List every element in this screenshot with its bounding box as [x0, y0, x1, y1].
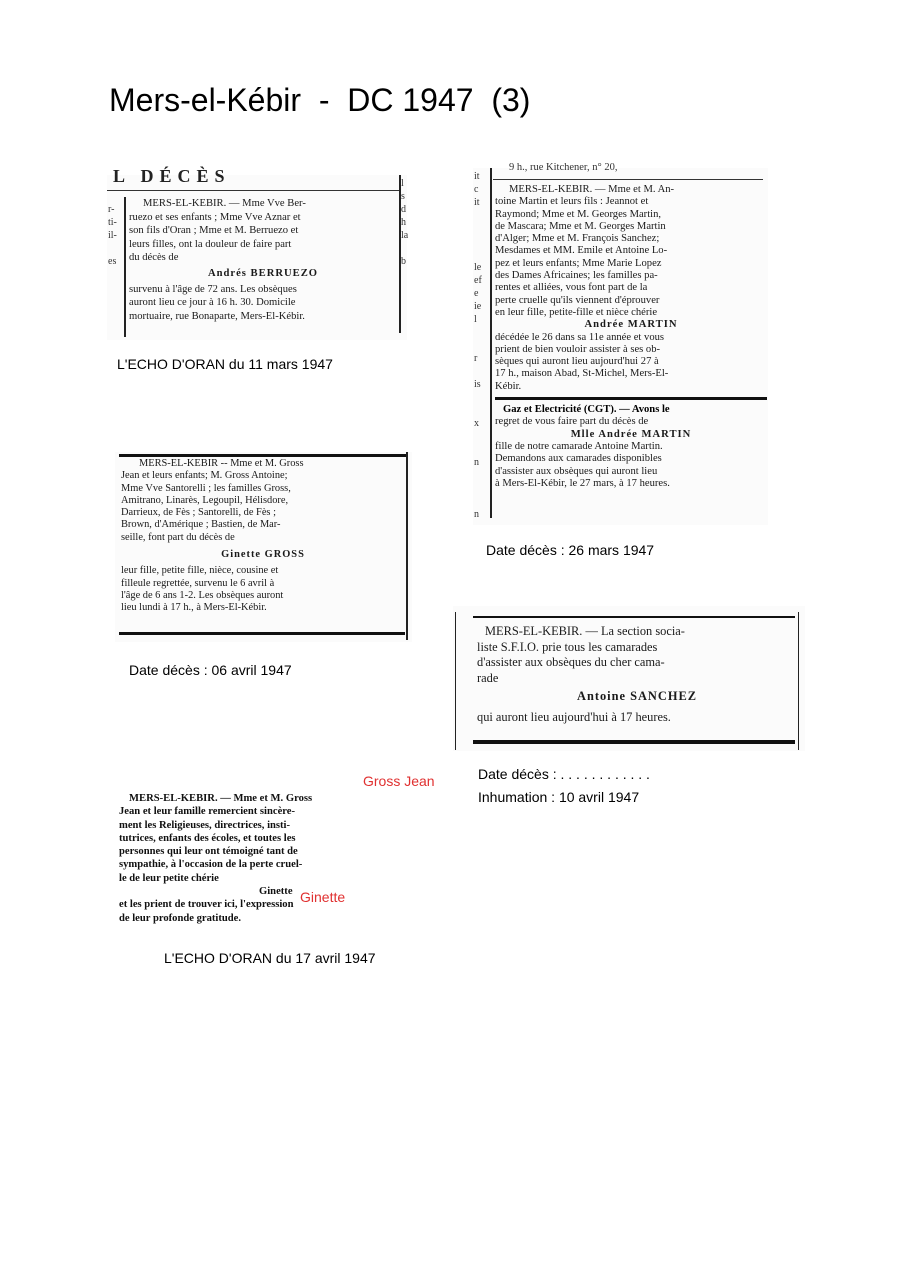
notice-line: auront lieu ce jour à 16 h. 30. Domicile	[129, 297, 296, 309]
notice-line: MERS-EL-KEBIR -- Mme et M. Gross	[139, 458, 304, 469]
notice-line: Mme Vve Santorelli ; les familles Gross,	[121, 482, 291, 494]
notice-line: leur fille, petite fille, nièce, cousine et	[121, 565, 279, 577]
notice-line: MERS-EL-KEBIR. — Mme et M. An-	[509, 184, 675, 195]
notice-line: de Mascara; Mme et M. Georges Martin	[495, 220, 666, 232]
notice-line: MERS-EL-KEBIR. — La section socia-	[485, 624, 685, 638]
notice-line: rentes et alliées, vous font part de la	[495, 282, 648, 294]
caption-inhumation-10-avril: Inhumation : 10 avril 1947	[478, 789, 640, 805]
notice-line: Raymond; Mme et M. Georges Martin,	[495, 208, 662, 220]
notice-line: mortuaire, rue Bonaparte, Mers-El-Kébir.	[129, 310, 305, 322]
notice-line: Amitrano, Linarès, Legoupil, Hélisdore,	[121, 494, 289, 506]
clipping-top-fragment: 9 h., rue Kitchener, n° 20,	[509, 162, 618, 173]
clipping-martin	[473, 162, 768, 525]
caption-date-deces-blank: Date décès : . . . . . . . . . . . .	[478, 766, 650, 782]
notice-line: Jean et leurs enfants; M. Gross Antoine;	[121, 470, 288, 482]
caption-echo-oran-11-mars: L'ECHO D'ORAN du 11 mars 1947	[117, 356, 333, 372]
notice-line: le de leur petite chérie	[119, 872, 219, 884]
clipping-gross	[115, 452, 412, 642]
deceased-name: Andrés BERRUEZO	[207, 267, 319, 279]
left-margin-fragment: it c it le ef e ie l r is x n n	[474, 171, 482, 520]
notice-line: lieu lundi à 17 h., à Mers-El-Kébir.	[121, 602, 267, 614]
notice-line: pez et leurs enfants; Mme Marie Lopez	[495, 257, 662, 269]
notice-line: et les prient de trouver ici, l'expression	[119, 899, 294, 911]
notice-line: sympathie, à l'occasion de la perte cruel-	[119, 859, 303, 871]
handwritten-annotation-gross-jean: Gross Jean	[363, 773, 435, 789]
deceased-name: Mlle Andrée MARTIN	[570, 428, 692, 440]
notice-line: de leur profonde gratitude.	[119, 912, 242, 924]
notice-line: toine Martin et leurs fils : Jeannot et	[495, 196, 649, 208]
notice-line: 17 h., maison Abad, St-Michel, Mers-El-	[495, 368, 669, 380]
notice-line: sèques qui auront lieu aujourd'hui 27 à	[495, 356, 659, 368]
notice-line: Darrieux, de Fès ; Santorelli, de Fès ;	[121, 507, 276, 519]
notice-line: en leur fille, petite-fille et nièce chérie	[495, 306, 658, 318]
notice-line: du décès de	[129, 252, 179, 264]
notice-line: survenu à l'âge de 72 ans. Les obsèques	[129, 283, 297, 295]
right-margin-fragment: l s d h la b	[401, 178, 409, 267]
notice-line: qui auront lieu aujourd'hui à 17 heures.	[477, 709, 671, 724]
notice-line: Kébir.	[495, 380, 522, 392]
notice-line: l'âge de 6 ans 1-2. Les obsèques auront	[121, 589, 284, 601]
deceased-name: Ginette GROSS	[221, 549, 305, 561]
notice-line: d'Alger; Mme et M. François Sanchez;	[495, 233, 660, 245]
page-title: Mers-el-Kébir - DC 1947 (3)	[109, 82, 531, 118]
notice-line: tutrices, enfants des écoles, et toutes les	[119, 832, 296, 844]
notice-line: son fils d'Oran ; Mme et M. Berruezo et	[129, 225, 299, 237]
notice-line: rade	[477, 670, 499, 685]
notice-line: filleule regrettée, survenu le 6 avril à	[121, 577, 275, 589]
left-margin-fragment: r- ti- il- es	[108, 204, 117, 267]
notice-line: décédée le 26 dans sa 11e année et vous	[495, 331, 665, 343]
notice-line: à Mers-El-Kébir, le 27 mars, à 17 heures.	[495, 477, 670, 489]
deceased-name: Antoine SANCHEZ	[577, 689, 697, 703]
notice-line: d'assister aux obsèques du cher cama-	[477, 655, 665, 669]
notice-line: Jean et leur famille remercient sincère-	[119, 806, 296, 818]
notice-line: ruezo et ses enfants ; Mme Vve Aznar et	[129, 211, 301, 223]
notice-line: prient de bien vouloir assister à ses ob-	[495, 343, 661, 355]
notice-line: personnes qui leur ont témoigné tant de	[119, 846, 298, 858]
notice-line: ment les Religieuses, directrices, insti-	[119, 819, 291, 831]
clipping-remerciements	[117, 790, 423, 938]
notice-line: Gaz et Electricité (CGT). — Avons le	[503, 404, 670, 416]
clipping-sanchez	[453, 606, 805, 751]
notice-line: liste S.F.I.O. prie tous les camarades	[477, 639, 658, 654]
caption-echo-oran-17-avril: L'ECHO D'ORAN du 17 avril 1947	[164, 950, 376, 966]
notice-line: Mesdames et MM. Emile et Antoine Lo-	[495, 245, 668, 257]
deceased-name: Andrée MARTIN	[584, 319, 678, 331]
caption-deces-06-avril: Date décès : 06 avril 1947	[129, 662, 292, 678]
notice-line: seille, font part du décès de	[121, 531, 235, 543]
notice-line: leurs filles, ont la douleur de faire part	[129, 238, 292, 250]
notice-line: Brown, d'Amérique ; Bastien, de Mar-	[121, 519, 281, 531]
notice-line: MERS-EL-KEBIR. — Mme Vve Ber-	[143, 198, 306, 209]
notice-line: MERS-EL-KEBIR. — Mme et M. Gross	[129, 793, 313, 804]
notice-line: perte cruelle qu'ils viennent d'éprouver	[495, 294, 660, 306]
notice-line: des Dames Africaines; les familles pa-	[495, 270, 658, 282]
notice-line: fille de notre camarade Antoine Martin.	[495, 440, 663, 452]
notice-line: regret de vous faire part du décès de	[495, 416, 649, 428]
clipping-top-fragment: L DÉCÈS	[113, 166, 231, 186]
handwritten-annotation-ginette: Ginette	[300, 889, 346, 905]
clipping-berruezo	[107, 166, 409, 340]
caption-deces-26-mars: Date décès : 26 mars 1947	[486, 542, 655, 558]
notice-line: Demandons aux camarades disponibles	[495, 453, 662, 465]
deceased-name: Ginette	[259, 886, 293, 898]
notice-line: d'assister aux obsèques qui auront lieu	[495, 465, 658, 477]
